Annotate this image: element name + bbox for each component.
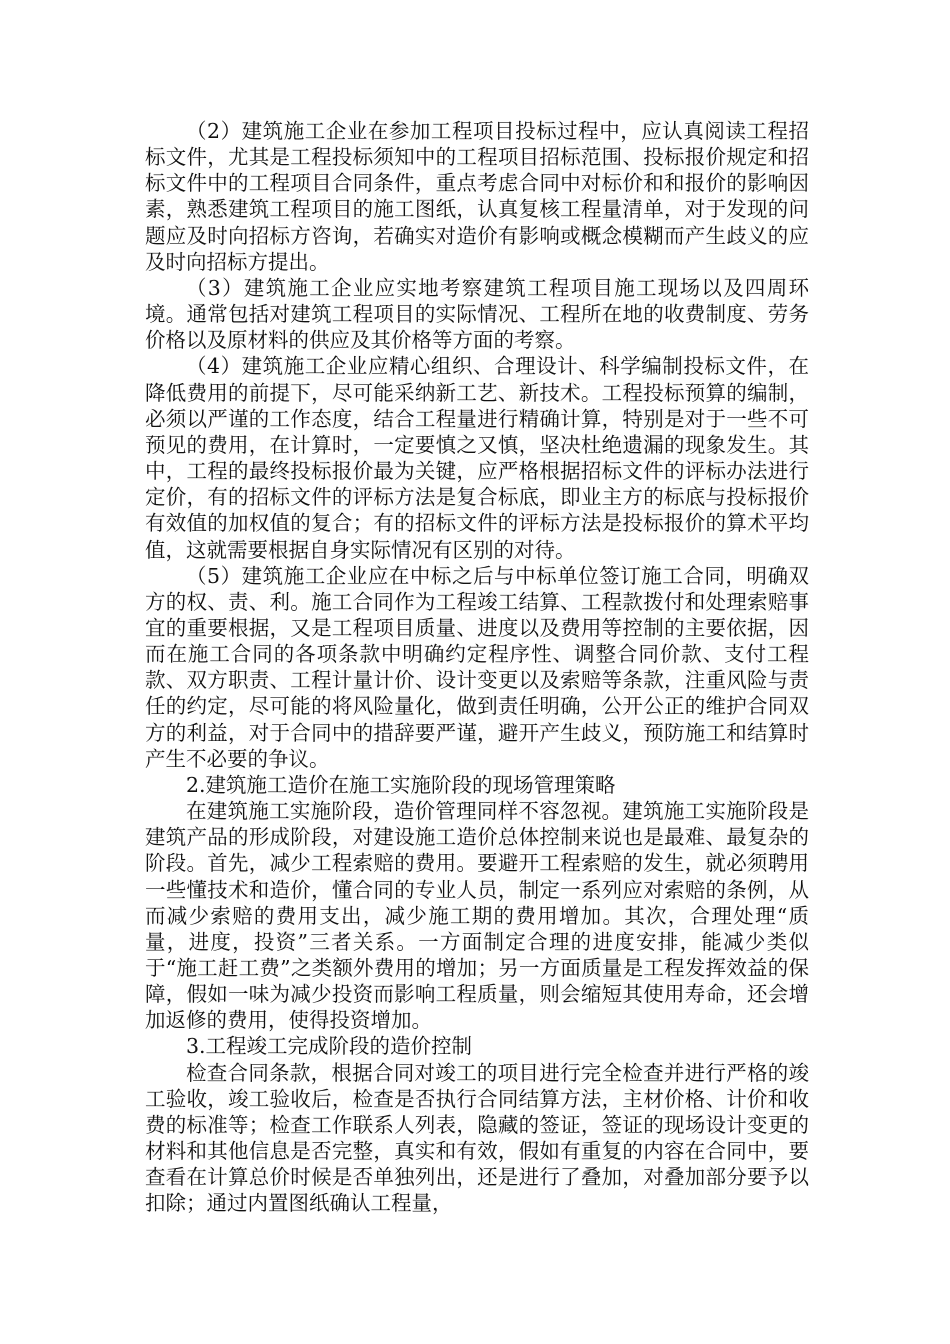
- paragraph-bid-reading: （2）建筑施工企业在参加工程项目投标过程中，应认真阅读工程招标文件，尤其是工程投标须知中的工程项目招标范围、投标报价规定和招标文件中的工程项目合同条件，重点考虑合同中对标价和和报价的影响因素，熟悉建筑工程项目的施工图纸，认真复核工程量清单，对于发现的问题应及时向招标方咨询，若确实对造价有影响或概念模糊而产生歧义的应及时向招标方提出。: [145, 119, 809, 274]
- paragraph-bid-preparation: （4）建筑施工企业应精心组织、合理设计、科学编制投标文件，在降低费用的前提下，尽可能采纳新工艺、新技术。工程投标预算的编制，必须以严谨的工作态度，结合工程量进行精确计算，特别是对于一些不可预见的费用，在计算时，一定要慎之又慎，坚决杜绝遗漏的现象发生。其中，工程的最终投标报价最为关键，应严格根据招标文件的评标办法进行定价，有的招标文件的评标方法是复合标底，即业主方的标底与投标报价有效值的加权值的复合；有的招标文件的评标方法是投标报价的算术平均值，这就需要根据自身实际情况有区别的对待。: [145, 354, 809, 562]
- paragraph-contract-signing: （5）建筑施工企业应在中标之后与中标单位签订施工合同，明确双方的权、责、利。施工合同作为工程竣工结算、工程款拨付和处理索赔事宜的重要根据，又是工程项目质量、进度以及费用等控制的主要依据，因而在施工合同的各项条款中明确约定程序性、调整合同价款、支付工程款、双方职责、工程计量计价、设计变更以及索赔等条款，注重风险与责任的约定，尽可能的将风险量化，做到责任明确，公开公正的维护合同双方的利益，对于合同中的措辞要严谨，避开产生歧义，预防施工和结算时产生不必要的争议。: [145, 563, 809, 771]
- paragraph-construction-stage: 在建筑施工实施阶段，造价管理同样不容忽视。建筑施工实施阶段是建筑产品的形成阶段，对建设施工造价总体控制来说也是最难、最复杂的阶段。首先，减少工程索赔的费用。要避开工程索赔的发生，就必须聘用一些懂技术和造价，懂合同的专业人员，制定一系列应对索赔的条例，从而减少索赔的费用支出，减少施工期的费用增加。其次，合理处理“质量，进度，投资”三者关系。一方面制定合理的进度安排，能减少类似于“施工赶工费”之类额外费用的增加；另一方面质量是工程发挥效益的保障，假如一味为减少投资而影响工程质量，则会缩短其使用寿命，还会增加返修的费用，使得投资增加。: [145, 799, 809, 1033]
- document-body: [145, 118, 809, 1217]
- section-heading-construction-stage: 2.建筑施工造价在施工实施阶段的现场管理策略: [186, 772, 616, 797]
- paragraph-completion-stage: 检查合同条款，根据合同对竣工的项目进行完全检查并进行严格的竣工验收，竣工验收后，检查是否执行合同结算方法，主材价格、计价和收费的标准等；检查工作联系人列表，隐藏的签证，签证的现场设计变更的材料和其他信息是否完整，真实和有效，假如有重复的内容在合同中，要查看在计算总价时候是否单独列出，还是进行了叠加，对叠加部分要予以扣除；通过内置图纸确认工程量，: [145, 1060, 809, 1216]
- section-heading-completion-stage: 3.工程竣工完成阶段的造价控制: [186, 1034, 473, 1059]
- paragraph-site-survey: （3）建筑施工企业应实地考察建筑工程项目施工现场以及四周环境。通常包括对建筑工程项目的实际情况、工程所在地的收费制度、劳务价格以及原材料的供应及其价格等方面的考察。: [145, 275, 809, 353]
